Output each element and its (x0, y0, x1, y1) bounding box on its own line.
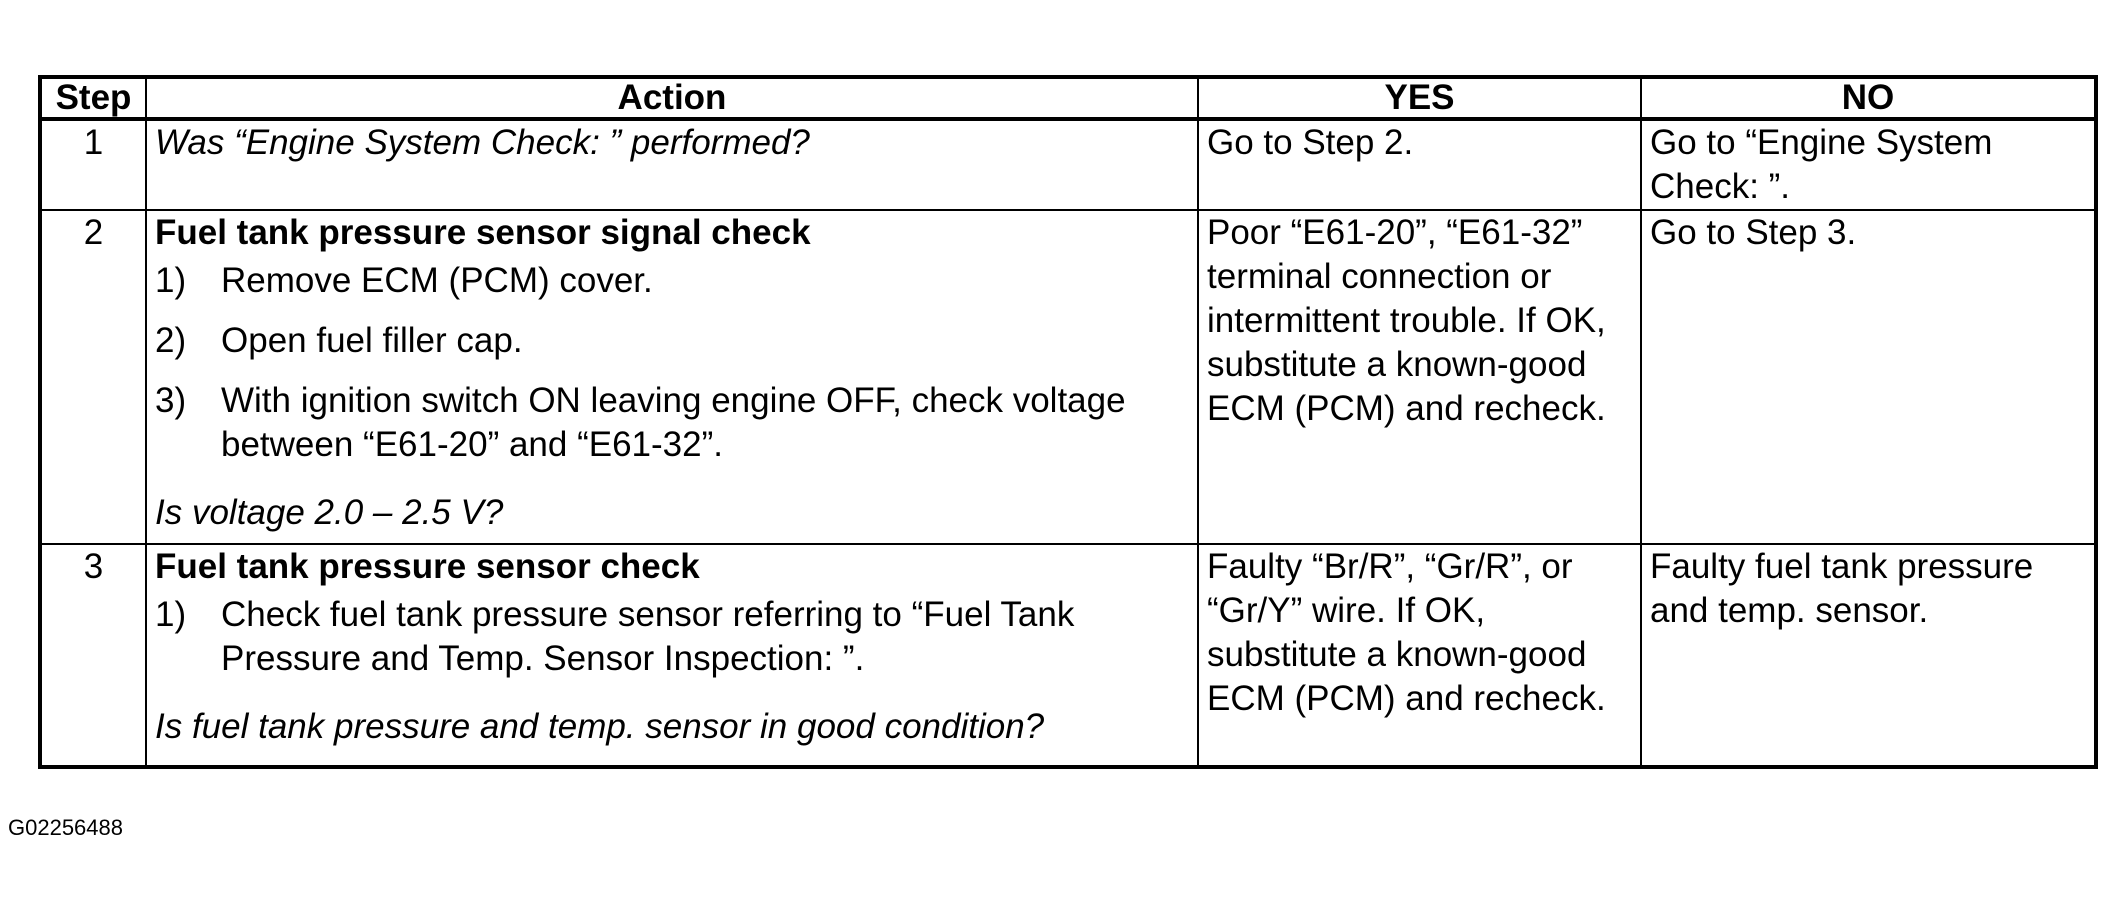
substep-number: 3) (155, 381, 187, 420)
table-row (40, 210, 2096, 544)
no-cell: Faulty fuel tank pressure and temp. sensor. (1641, 544, 2096, 767)
step-number: 1 (40, 119, 146, 210)
yes-cell: Go to Step 2. (1198, 119, 1641, 210)
substep-text: Check fuel tank pressure sensor referring to “Fuel Tank Pressure and Temp. Sensor Inspection: ”. (221, 595, 1075, 678)
check-title: Fuel tank pressure sensor signal check (155, 213, 811, 252)
substep-number: 1) (155, 261, 187, 300)
header-no: NO (1641, 77, 2096, 119)
step-number: 2 (40, 210, 146, 544)
yes-cell: Poor “E61-20”, “E61-32” terminal connection or intermittent trouble. If OK, substitute a known-good ECM (PCM) and recheck. (1198, 210, 1641, 544)
yes-cell: Faulty “Br/R”, “Gr/R”, or “Gr/Y” wire. If OK, substitute a known-good ECM (PCM) and recheck. (1198, 544, 1641, 767)
substep (155, 319, 1189, 363)
table-header-row (40, 77, 2096, 119)
no-cell: Go to “Engine System Check: ”. (1641, 119, 2096, 210)
substep-text: Open fuel filler cap. (221, 321, 523, 360)
action-cell (146, 544, 1198, 767)
question-text: Is fuel tank pressure and temp. sensor in good condition? (155, 707, 1045, 746)
substep-number: 2) (155, 321, 187, 360)
substep (155, 593, 1189, 681)
action-cell (146, 119, 1198, 210)
action-cell (146, 210, 1198, 544)
table-row (40, 544, 2096, 767)
figure-code: G02256488 (8, 815, 123, 840)
header-yes: YES (1198, 77, 1641, 119)
check-title: Fuel tank pressure sensor check (155, 547, 700, 586)
substep-number: 1) (155, 595, 187, 634)
diagnostic-table (38, 75, 2098, 769)
question-text: Was “Engine System Check: ” performed? (155, 123, 810, 162)
header-step: Step (40, 77, 146, 119)
step-number: 3 (40, 544, 146, 767)
no-cell: Go to Step 3. (1641, 210, 2096, 544)
substep (155, 259, 1189, 303)
substep-text: Remove ECM (PCM) cover. (221, 261, 653, 300)
header-action: Action (146, 77, 1198, 119)
substep-text: With ignition switch ON leaving engine OFF, check voltage between “E61-20” and “E61-32”. (221, 381, 1126, 464)
table-row (40, 119, 2096, 210)
substep (155, 379, 1189, 467)
question-text: Is voltage 2.0 – 2.5 V? (155, 493, 504, 532)
